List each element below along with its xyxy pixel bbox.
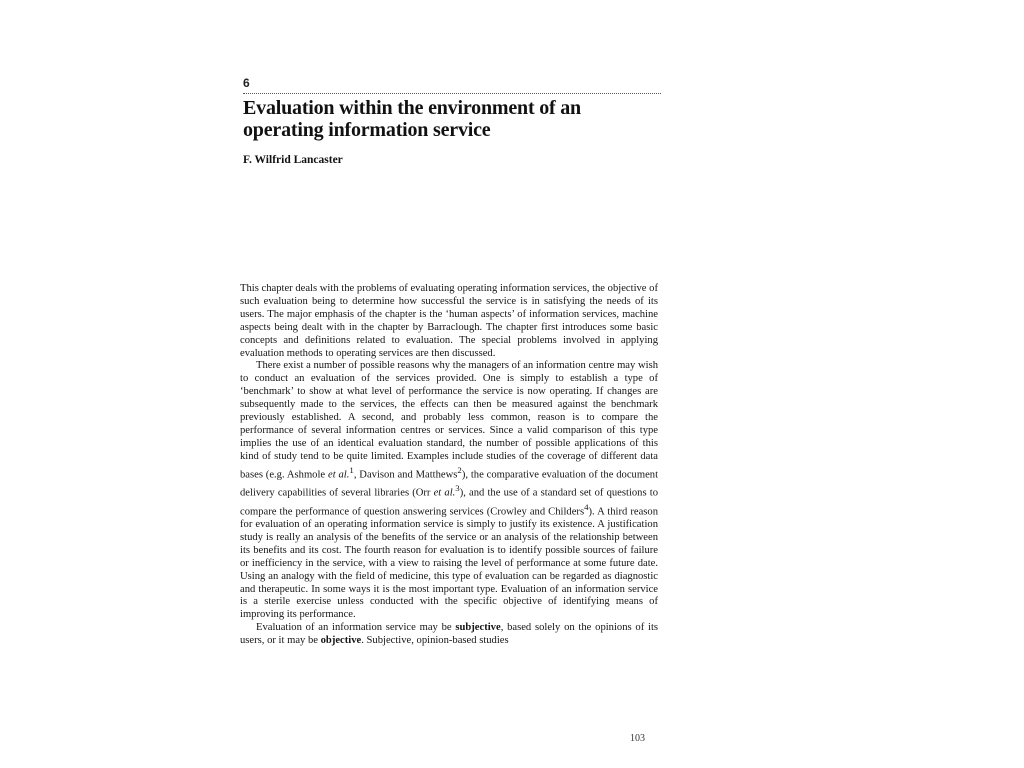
paragraph-3-text-b: , based solely on the opinions of its users, or it may be [240, 622, 659, 647]
author-name: F. Wilfrid Lancaster [243, 154, 343, 166]
paragraph-3-text-c: . Subjective, opinion-based studies [361, 635, 509, 647]
header-rule [243, 93, 661, 94]
reference-4: 4 [584, 501, 589, 512]
paragraph-3-text-a: Evaluation of an information service may be [256, 622, 452, 634]
paragraph-2 [240, 360, 658, 622]
citation-et-al-1: et al. [328, 469, 350, 481]
term-subjective: subjective [455, 622, 501, 634]
reference-2: 2 [457, 464, 462, 475]
citation-et-al-2: et al. [433, 487, 456, 499]
page-number: 103 [630, 733, 645, 744]
paragraph-2-text-e: ). A third reason for evaluation of an operating information service is simply to justify its existence. A justification study is really an analysis of the benefits of the service or an analysis of the relationship between its benefits and its cost. The fourth reason for evaluation is to identify possible sources of failure or inefficiency in the service, with a view to raising the level of performance at some future date. Using an analogy with the field of medicine, this type of evaluation can be regarded as diagnostic and therapeutic. In some ways it is the most important type. Evaluation of an information service is a sterile exercise unless conducted with the specific objective of identifying means of improving its performance. [240, 506, 658, 621]
chapter-title: Evaluation within the environment of an operating information service [243, 97, 581, 141]
paragraph-1-text: This chapter deals with the problems of evaluating operating information services, the objective of such evaluation being to determine how successful the service is in satisfying the needs of its users. The major emphasis of the chapter is the ‘human aspects’ of information services, machine aspects being dealt with in the chapter by Barraclough. The chapter first introduces some basic concepts and definitions related to evaluation. The special problems involved in applying evaluation methods to operating services are then discussed. [240, 283, 658, 359]
chapter-number: 6 [243, 76, 250, 90]
paragraph-2-text-c: ), the comparative evaluation of the document delivery capabilities of several libraries (Orr [240, 469, 659, 499]
paragraph-1 [240, 283, 658, 360]
reference-1: 1 [349, 464, 354, 475]
paragraph-2-text-d: ), and the use of a standard set of questions to compare the performance of question answering services (Crowley and Childers [240, 487, 658, 518]
body-text [240, 283, 658, 648]
paragraph-2-text-b: , Davison and Matthews [353, 469, 458, 481]
term-objective: objective [320, 635, 362, 647]
reference-3: 3 [455, 483, 460, 494]
paragraph-3 [240, 622, 658, 648]
paragraph-2-text-a: There exist a number of possible reasons why the managers of an information centre may wish to conduct an evaluation of the services provided. One is simply to establish a type of ‘benchmark’ to show at what level of performance the service is now operating. If changes are subsequently made to the services, the effects can then be measured against the benchmark previously established. A second, and probably less common, reason is to compare the performance of several information centres or services. Since a valid comparison of this type implies the use of an identical evaluation standard, the number of possible applications of this kind of study tend to be quite limited. Examples include studies of the coverage of different data bases (e.g. Ashmole [240, 360, 658, 481]
